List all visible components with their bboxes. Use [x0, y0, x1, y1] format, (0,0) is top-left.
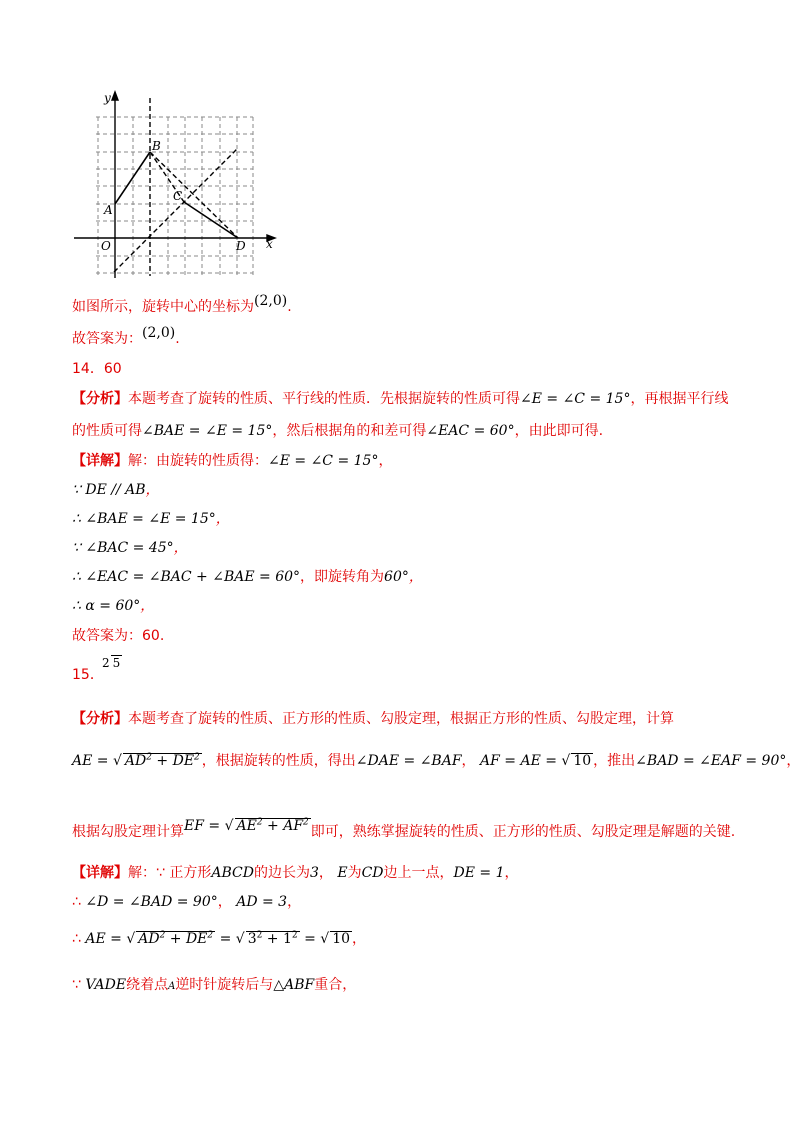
label-D: D	[236, 239, 246, 253]
q15-analysis-3: 根据勾股定理计算EF = √ $AE^2 + AF^2$即可，熟练掌握旋转的性质、正方形的性质、勾股定理是解题的关键.	[72, 817, 736, 840]
label-B: B	[152, 139, 161, 153]
q15-step-2: ∴ ∠D = ∠BAD = 90°， AD = 3，	[72, 894, 302, 910]
q15-step-3: ∴ AE = √ $AD^2 + DE^2$ = √ $3^2 + 1^2$ = √ 10 ，	[72, 930, 367, 947]
label-x: x	[266, 237, 273, 251]
q13-center: 如图所示，旋转中心的坐标为(2,0).	[72, 293, 292, 315]
q14-answer: 故答案为：60.	[72, 628, 165, 644]
rotation-figure	[66, 90, 286, 280]
q15-number: 15． 2 5	[72, 656, 121, 683]
line-CD	[184, 202, 238, 238]
q14-step-2: ∴ ∠BAE = ∠E = 15°，	[72, 511, 230, 527]
q14-step-1: ∵ DE // AB，	[72, 482, 160, 498]
label-A: A	[104, 203, 113, 217]
q14-step-3: ∵ ∠BAC = 45°，	[72, 540, 188, 556]
q14-step-4: ∴ ∠EAC = ∠BAC + ∠BAE = 60°，即旋转角为60°，	[72, 569, 423, 585]
label-C: C	[173, 189, 183, 203]
q15-detail-1: 【详解】解：∵ 正方形ABCD的边长为3， E为CD边上一点，DE = 1，	[72, 865, 519, 881]
label-y: y	[104, 91, 111, 105]
line-BD	[150, 152, 238, 238]
q15-analysis-1: 【分析】本题考查了旋转的性质、正方形的性质、勾股定理，根据正方形的性质、勾股定理，计算	[72, 711, 674, 727]
q14-detail-1: 【详解】解：由旋转的性质得：∠E = ∠C = 15°，	[72, 453, 393, 469]
q14-analysis-1: 【分析】本题考查了旋转的性质、平行线的性质．先根据旋转的性质可得∠E = ∠C = 15°，再根据平行线	[72, 391, 729, 407]
q14-number: 14．60	[72, 361, 122, 377]
q14-step-5: ∴ α = 60°，	[72, 598, 155, 614]
q15-analysis-2: AE = √ $AD^2 + DE^2$ ，根据旋转的性质，得出∠DAE = ∠BAF， AF = AE = √ 10 ，推出∠BAD = ∠EAF = 90°，	[72, 752, 800, 769]
q13-answer: 故答案为：(2,0).	[72, 325, 180, 347]
q14-analysis-2: 的性质可得∠BAE = ∠E = 15°，然后根据角的和差可得∠EAC = 60°，由此即可得.	[72, 423, 604, 439]
label-O: O	[101, 239, 111, 253]
q15-step-4: ∵ VADE绕着点A逆时针旋转后与△ABF重合，	[72, 977, 357, 993]
